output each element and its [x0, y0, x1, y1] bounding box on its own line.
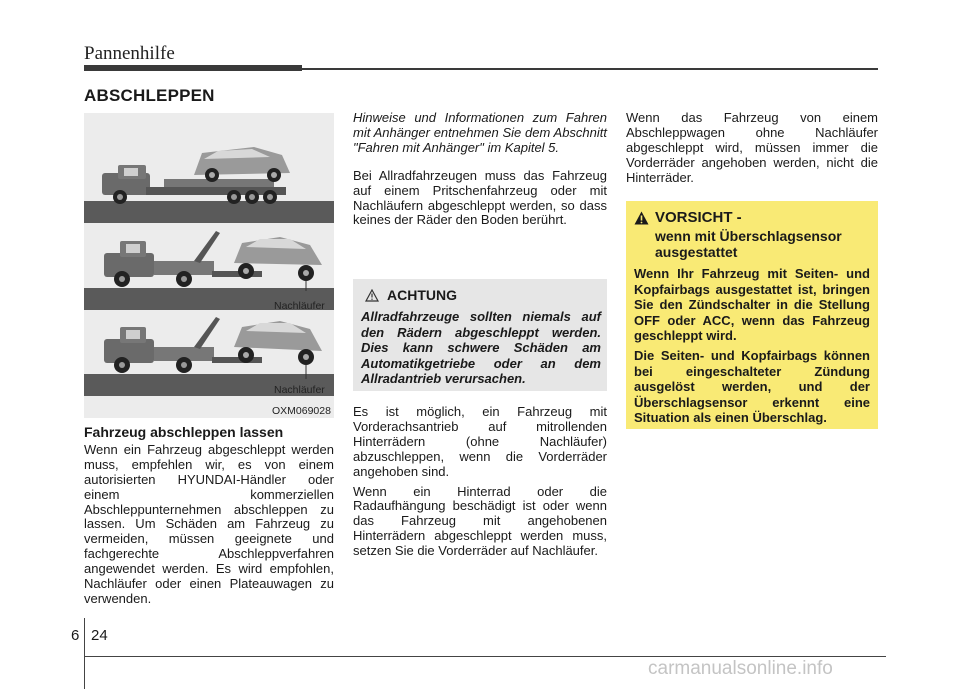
section-title: ABSCHLEPPEN: [84, 86, 215, 105]
watermark: carmanualsonline.info: [648, 658, 833, 679]
caution-box: [626, 201, 878, 429]
chapter-number: 6: [71, 627, 80, 644]
caution-subtitle: wenn mit Überschlagsensor ausgestattet: [655, 228, 842, 260]
column-3: [626, 111, 878, 191]
caution-header: [634, 209, 870, 226]
paragraph-trailer-note: Hinweise und Informationen zum Fahren mit Anhänger entnehmen Sie dem Abschnitt "Fahren mit Anhänger" im Kapitel 5.: [353, 110, 607, 155]
flatbed-truck-scene: [102, 147, 290, 204]
header-rule-thin: [300, 68, 878, 70]
paragraph-damaged-wheel: Wenn ein Hinterrad oder die Radaufhängung beschädigt ist oder wenn das Fahrzeug mit angehobenen Hinterrädern abgeschleppt werden muss, setzen Sie die Vorderräder auf Nachläufer.: [353, 483, 607, 559]
caution-paragraph-1: Wenn Ihr Fahrzeug mit Seiten- und Kopfairbags ausgestattet ist, bringen Sie den Zündschalter in die Stellung OFF oder ACC, wenn das Fahrzeug geschleppt wird.: [634, 266, 870, 344]
paragraph-no-dolly: Wenn das Fahrzeug von einem Abschleppwagen ohne Nachläufer abgeschleppt wird, müssen immer die Vorderräder angehoben werden, nicht die Hinterräder.: [626, 110, 878, 185]
warning-title: ACHTUNG: [387, 287, 457, 303]
column-1: [84, 425, 334, 612]
tow-truck-dolly-scene: [104, 231, 322, 291]
caution-text: [634, 266, 870, 426]
figure-label-dolly-2: Nachläufer: [274, 384, 325, 396]
column-2: [353, 111, 607, 233]
caution-title: VORSICHT -: [655, 209, 742, 226]
figure-label-dolly-1: Nachläufer: [274, 300, 325, 312]
footer-vertical-rule: [84, 618, 85, 689]
warning-box: [353, 279, 607, 391]
header-rule-thick: [84, 65, 302, 71]
figure-code: OXM069028: [272, 405, 331, 417]
caution-paragraph-2: Die Seiten- und Kopfairbags können bei eingeschalteter Zündung ausgelöst werden, und der Überschlagsensor erkennt eine Situation als einen Überschlag.: [634, 347, 870, 426]
warning-text: Allradfahrzeuge sollten niemals auf den Rädern abgeschleppt werden. Dies kann schwere Schäden am Automatikgetriebe oder an dem Allradantrieb verursachen.: [361, 309, 601, 387]
tow-truck-dolly-scene-2: [104, 317, 322, 379]
subheading-towing: Fahrzeug abschleppen lassen: [84, 424, 284, 440]
page-number: 24: [91, 627, 108, 644]
footer-horizontal-rule: [84, 656, 886, 657]
warning-triangle-icon: [365, 289, 379, 302]
page-header-title: Pannenhilfe: [84, 43, 175, 64]
column-2-lower: [353, 405, 607, 564]
towing-illustration: [84, 113, 334, 418]
warning-header: [365, 287, 601, 303]
towing-illustration-svg: [84, 113, 334, 418]
ground-strip-1: [84, 201, 334, 223]
paragraph-awd: Bei Allradfahrzeugen muss das Fahrzeug auf einem Pritschenfahrzeug oder mit Nachläufern abgeschleppt werden, so dass keines der Räder den Boden berührt.: [353, 167, 607, 228]
paragraph-fwd: Es ist möglich, ein Fahrzeug mit Vorderachsantrieb auf mitrollenden Hinterrädern (ohne Nachläufer) abzuschleppen, wenn die Vorderräder angehoben sind.: [353, 404, 607, 479]
caution-triangle-icon: [634, 211, 649, 225]
paragraph-towing-intro: Wenn ein Fahrzeug abgeschleppt werden muss, empfehlen wir, es von einem autorisierten HYUNDAI-Händler oder einem kommerziellen Abschleppunternehmen abschleppen zu lassen. Um Schäden am Fahrzeug zu vermeiden, müssen geeignete und fachgerechte Abschleppverfahren angewendet werden. Es wird empfohlen, Nachläufer oder einen Plateauwagen zu verwenden.: [84, 441, 334, 606]
